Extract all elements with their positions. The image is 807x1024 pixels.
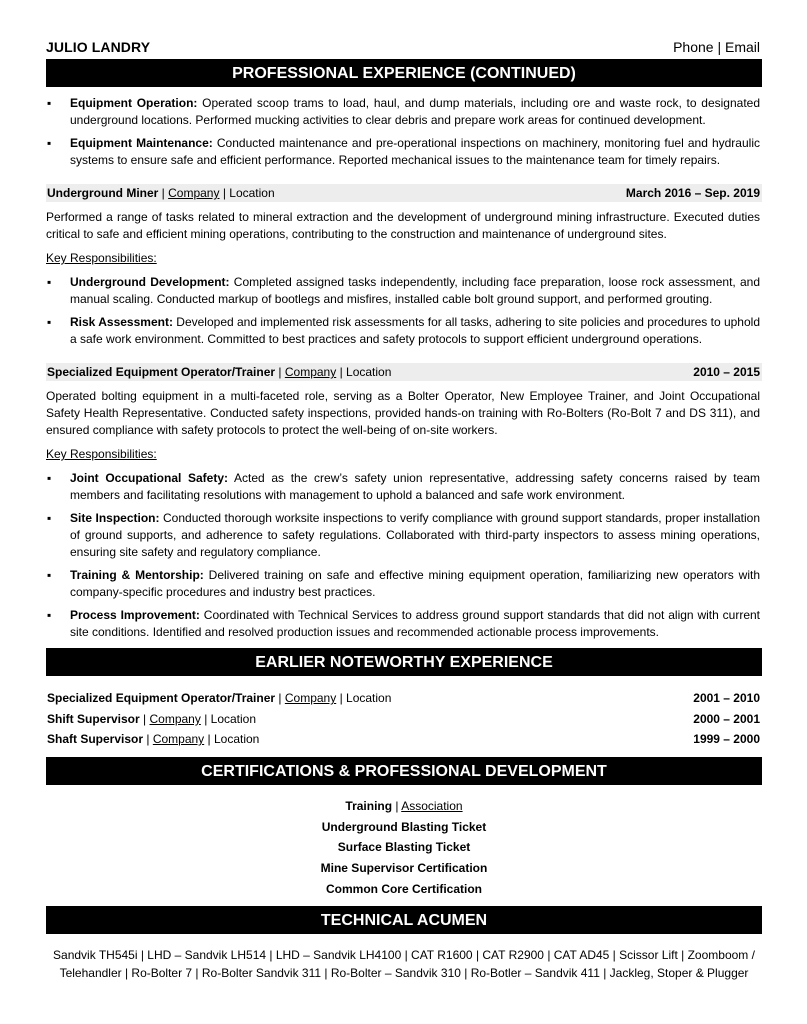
job-title: Specialized Equipment Operator/Trainer xyxy=(47,691,276,705)
top-bullet-list xyxy=(46,95,760,175)
certification-item: Underground Blasting Ticket xyxy=(321,819,487,834)
bullet-label: Underground Development: xyxy=(70,275,230,289)
bullet-item xyxy=(46,314,760,348)
job-company: Company xyxy=(149,712,201,726)
bullet-item xyxy=(46,510,760,561)
job-header-row xyxy=(46,184,762,202)
job-bullet-list xyxy=(46,470,760,647)
contact-info: Phone | Email xyxy=(673,39,760,55)
bullet-item xyxy=(46,95,760,129)
bullet-text: Conducted thorough worksite inspections to verify compliance with ground support standards, proper installation of ground supports, and adherence to safety regulations. Collaborated with third-party inspectors to assess mining operations, ensuring site safety and regulatory compliance. xyxy=(70,511,760,559)
bullet-label: Site Inspection: xyxy=(70,511,160,525)
job-location: Location xyxy=(210,712,257,726)
section-heading-earlier: EARLIER NOTEWORTHY EXPERIENCE xyxy=(46,650,762,676)
job-summary: Performed a range of tasks related to mineral extraction and the development of underground mining infrastructure. Executed duties critical to safe and efficient mining operations, contributing to the construction and maintenance of underground sites. xyxy=(46,210,760,241)
job-company: Company xyxy=(168,186,220,200)
separator: | xyxy=(222,186,230,200)
separator: | xyxy=(278,365,285,379)
bullet-text: Acted as the crew’s safety union representative, addressing safety concerns raised by team members and facilitating resolutions with management to uphold a balanced and safe work environment. xyxy=(70,471,760,502)
job-bullet-list xyxy=(46,274,760,354)
separator: | xyxy=(161,186,169,200)
separator: | xyxy=(339,691,347,705)
job-location: Location xyxy=(346,691,392,705)
bullet-label: Equipment Maintenance: xyxy=(70,136,213,150)
bullet-item xyxy=(46,470,760,504)
separator: | xyxy=(146,732,153,746)
job-company: Company xyxy=(284,691,337,705)
certification-list xyxy=(46,796,762,900)
separator: | xyxy=(204,712,211,726)
job-title: Underground Miner xyxy=(47,186,159,200)
job-company: Company xyxy=(284,365,337,379)
section-heading-certifications: CERTIFICATIONS & PROFESSIONAL DEVELOPMENT xyxy=(46,759,762,785)
bullet-item xyxy=(46,135,760,169)
bullet-label: Risk Assessment: xyxy=(70,315,173,329)
job-company: Company xyxy=(152,732,205,746)
certification-item: Mine Supervisor Certification xyxy=(320,861,488,876)
association-label: Association xyxy=(401,799,463,813)
key-responsibilities-label: Key Responsibilities: xyxy=(46,251,157,265)
bullet-text: Completed assigned tasks independently, including face preparation, loose rock assessment, and manual scaling. Conducted markup of bootlegs and misfires, installed cable bolt ground support, and performed grouting. xyxy=(70,275,760,306)
certification-item: Surface Blasting Ticket xyxy=(337,840,471,855)
separator: | xyxy=(339,365,347,379)
job-dates: 1999 – 2000 xyxy=(693,732,760,746)
job-title: Shift Supervisor xyxy=(47,712,140,726)
section-heading-experience: PROFESSIONAL EXPERIENCE (CONTINUED) xyxy=(46,61,762,87)
bullet-text: Developed and implemented risk assessments for all tasks, adhering to site policies and procedures to uphold a safe work environment. Committed to best practices and safety protocols to support efficient underground operations. xyxy=(70,315,760,346)
key-responsibilities-label: Key Responsibilities: xyxy=(46,447,157,461)
separator: | xyxy=(207,732,214,746)
job-location: Location xyxy=(229,186,275,200)
job-dates: March 2016 – Sep. 2019 xyxy=(625,186,760,200)
earlier-job-row xyxy=(46,710,762,728)
bullet-label: Equipment Operation: xyxy=(70,96,198,110)
bullet-label: Process Improvement: xyxy=(70,608,200,622)
bullet-text: Coordinated with Technical Services to address ground support standards that did not align with current site conditions. Identified and resolved production issues and recommended actionable process improvements. xyxy=(70,608,760,639)
separator: | xyxy=(278,691,285,705)
job-header-row xyxy=(46,363,762,381)
training-label: Training xyxy=(345,799,393,813)
bullet-item xyxy=(46,607,760,641)
earlier-job-row xyxy=(46,689,762,707)
bullet-item xyxy=(46,567,760,601)
bullet-text: Delivered training on safe and effective mining equipment operation, familiarizing new operators with company-specific procedures and industry best practices. xyxy=(70,568,760,599)
bullet-label: Training & Mentorship: xyxy=(70,568,204,582)
job-location: Location xyxy=(346,365,392,379)
certification-item: Common Core Certification xyxy=(325,881,482,896)
candidate-name: JULIO LANDRY xyxy=(46,39,151,55)
job-dates: 2001 – 2010 xyxy=(693,691,760,705)
job-title: Specialized Equipment Operator/Trainer xyxy=(47,365,276,379)
job-summary: Operated bolting equipment in a multi-faceted role, serving as a Bolter Operator, New Employee Trainer, and Joint Occupational Safety Health Representative. Conducted safety inspections, provided hands-on training with Ro-Bolters (Ro-Bolt 7 and DS 311), and ensured compliance with safety protocols to protect the well-being of on-site workers. xyxy=(46,389,760,437)
section-heading-technical: TECHNICAL ACUMEN xyxy=(46,908,762,934)
job-dates: 2010 – 2015 xyxy=(693,365,760,379)
bullet-label: Joint Occupational Safety: xyxy=(70,471,229,485)
separator: | xyxy=(143,712,150,726)
technical-skills: Sandvik TH545i | LHD – Sandvik LH514 | LHD – Sandvik LH4100 | CAT R1600 | CAT R2900 | CAT AD45 | Scissor Lift | Zoomboom / Telehandler | Ro-Bolter 7 | Ro-Bolter Sandvik 311 | Ro-Bolter – Sandvik 310 | Ro-Botler – Sandvik 411 | Jackleg, Stoper & Plugger xyxy=(53,948,755,980)
bullet-item xyxy=(46,274,760,308)
bullet-text: Operated scoop trams to load, haul, and dump materials, including ore and waste rock, to designated underground locations. Performed mucking activities to clear debris and prepare work areas for continued development. xyxy=(70,96,761,127)
earlier-job-row xyxy=(46,730,762,748)
job-location: Location xyxy=(213,732,260,746)
job-dates: 2000 – 2001 xyxy=(693,712,760,726)
separator: | xyxy=(392,799,402,813)
certification-item xyxy=(46,796,762,817)
resume-header xyxy=(46,38,762,58)
bullet-text: Conducted maintenance and pre-operational inspections on machinery, monitoring fuel and hydraulic systems to ensure safe and efficient performance. Reported mechanical issues to the maintenance team for timely repairs. xyxy=(70,136,760,167)
job-title: Shaft Supervisor xyxy=(47,732,144,746)
